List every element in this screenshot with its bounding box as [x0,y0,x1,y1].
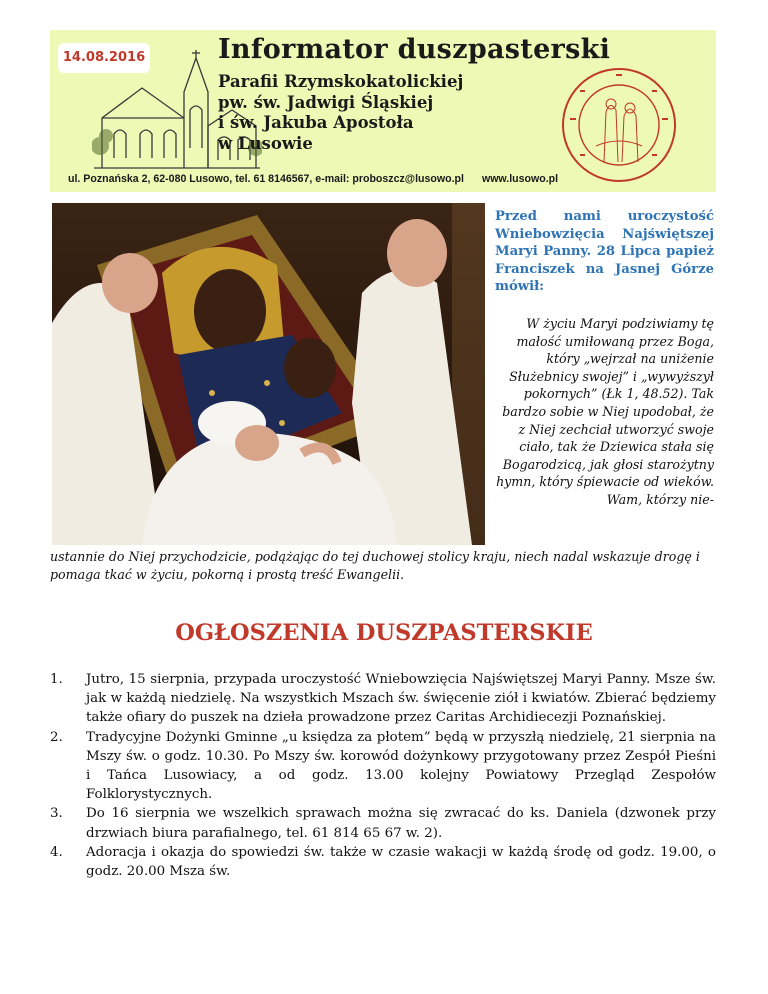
website-link[interactable]: www.lusowo.pl [481,173,559,185]
intro-quote: W życiu Maryi podziwiamy tę małość umiłowaną przez Boga, który „wejrzał na uniżenie Służebnicy swojej” i „wywyższył pokornych” (Łk 1, 48.52). Tak bardzo sobie w Niej upodobał, że z Niej zechciał utworzyć swoje ciało, tak że Dziewica stała się Bogarodzicą, jak głosi starożytny hymn, który śpiewacie od wieków. Wam, którzy nie- [496,316,714,507]
item-number: 1. [50,672,63,687]
header-banner [50,30,716,192]
item-number: 2. [50,729,63,745]
intro-quote-continued: ustannie do Niej przychodzicie, podążając do tej duchowej stolicy kraju, niech nadal wskazuje drogę i pomaga tkać w życiu, pokorną i prostą treść Ewangelii. [50,549,700,582]
parish-name [218,72,463,154]
intro-heading: Przed nami uroczystość Wniebowzięcia Najświętszej Maryi Panny. 28 Lipca papież Franciszek na Jasnej Górze mówił: [495,209,714,295]
parish-line: pw. św. Jadwigi Śląskiej [218,92,434,112]
parish-line: w Lusowie [218,133,313,153]
announcements-list [50,670,716,881]
parish-line: i św. Jakuba Apostoła [218,113,414,132]
item-text: Do 16 sierpnia we wszelkich sprawach można się zwracać do ks. Daniela (dzwonek przy drzwiach biura parafialnego, tel. 61 814 65 67 w. 2). [86,806,716,841]
parish-seal [560,66,678,184]
item-number: 3. [50,806,63,822]
parish-line: Parafii Rzymskokatolickiej [218,72,464,91]
address: ul. Poznańska 2, 62-080 Lusowo, tel. 61 8146567, e-mail: proboszcz@lusowo.pl [68,173,464,185]
item-number: 4. [50,844,63,860]
list-item [50,670,716,728]
date-badge: 14.08.2016 [58,43,150,73]
newsletter-title: Informator duszpasterski [218,34,611,65]
list-item [50,728,716,805]
contact-line [68,173,698,185]
list-item [50,804,716,842]
list-item [50,843,716,881]
photo-icon-veneration [52,203,485,545]
item-text: Tradycyjne Dożynki Gminne „u księdza za płotem” będą w przyszłą niedzielę, 21 sierpnia na Mszy św. o godz. 10.30. Po Mszy św. korowód dożynkowy przygotowany przez Zespół Pieśni i Tańca Lusowiacy, a od godz. 13.00 kolejny Powiatowy Przegląd Zespołów Folklorystycznych. [86,729,716,803]
announcements-heading: OGŁOSZENIA DUSZPASTERSKIE [175,620,593,646]
item-text: Jutro, 15 sierpnia, przypada uroczystość Wniebowzięcia Najświętszej Maryi Panny. Msze św. jak w każdą niedzielę. Na wszystkich Mszach św. święcenie ziół i kwiatów. Zbierać będziemy także ofiary do puszek na dzieła prowadzone przez Caritas Archidiecezji Poznańskiej. [86,672,716,726]
item-text: Adoracja i okazja do spowiedzi św. także w czasie wakacji w każdą środę od godz. 19.00, o godz. 20.00 Msza św. [86,844,716,880]
